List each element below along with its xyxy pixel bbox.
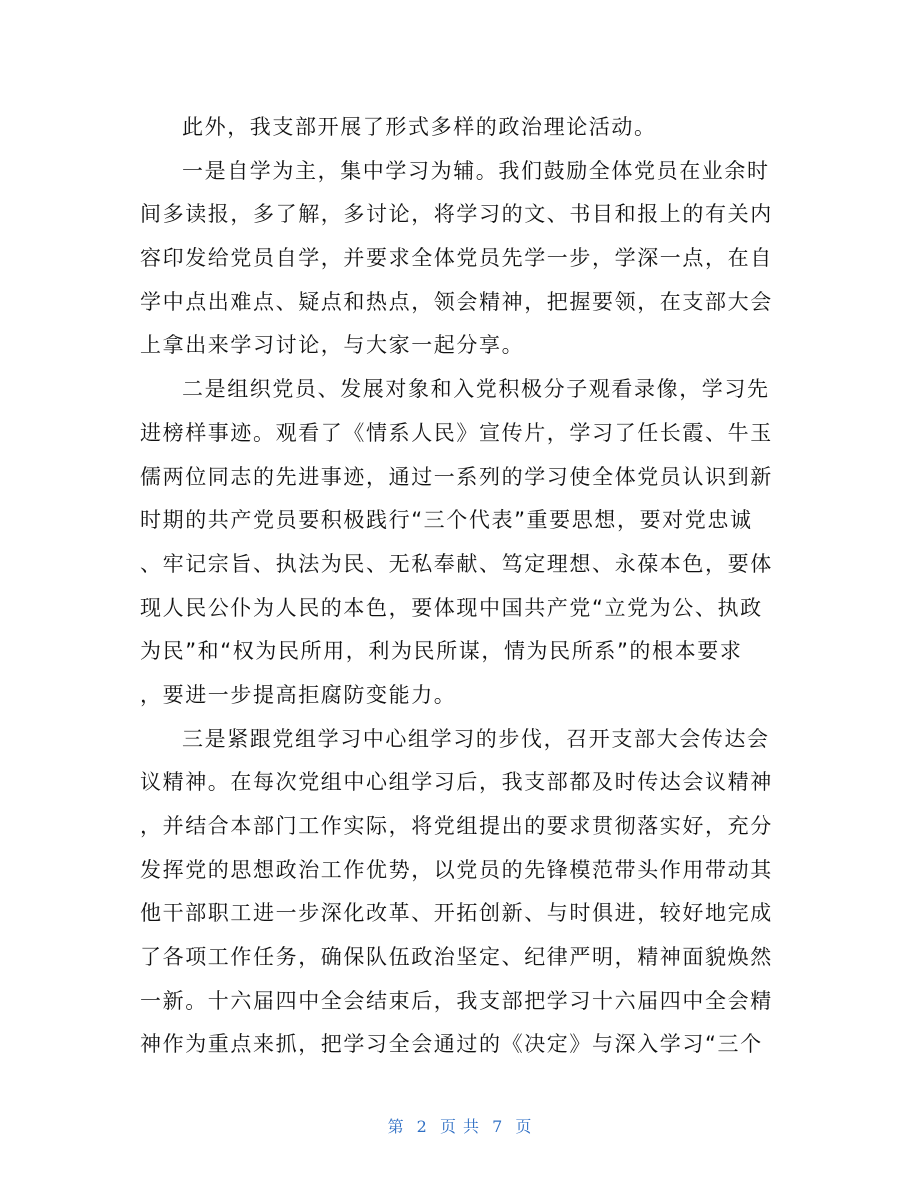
paragraph-4-line-6: 了各项工作任务，确保队伍政治坚定、纪律严明，精神面貌焕然 [140, 945, 773, 970]
paragraph-3-line-2: 进榜样事迹。观看了《情系人民》宣传片，学习了任长霞、牛玉 [140, 420, 773, 445]
footer-middle: 页 共 [439, 1117, 481, 1136]
paragraph-4-line-5: 他干部职工进一步深化改革、开拓创新、与时俱进，较好地完成 [140, 901, 773, 926]
paragraph-4-line-7: 一新。十六届四中全会结束后，我支部把学习十六届四中全会精 [140, 988, 773, 1013]
footer-total-pages: 7 [492, 1117, 504, 1136]
paragraph-2-line-1: 一是自学为主，集中学习为辅。我们鼓励全体党员在业余时 [182, 158, 770, 183]
footer-prefix: 第 [387, 1117, 405, 1136]
paragraph-4-line-1: 三是紧跟党组学习中心组学习的步伐，召开支部大会传达会 [182, 726, 770, 751]
paragraph-2-line-5: 上拿出来学习讨论，与大家一起分享。 [140, 333, 525, 358]
paragraph-3-line-7: 为民”和“权为民所用，利为民所谋，情为民所系”的根本要求 [140, 639, 743, 664]
paragraph-4-line-8: 神作为重点来抓，把学习全会通过的《决定》与深入学习“三个 [140, 1032, 763, 1057]
paragraph-2-line-4: 学中点出难点、疑点和热点，领会精神，把握要领，在支部大会 [140, 289, 773, 314]
footer-suffix: 页 [515, 1117, 533, 1136]
paragraph-4-line-2: 议精神。在每次党组中心组学习后，我支部都及时传达会议精神 [140, 770, 773, 795]
paragraph-4-line-4: 发挥党的思想政治工作优势，以党员的先锋模范带头作用带动其 [140, 857, 773, 882]
paragraph-3-line-1: 二是组织党员、发展对象和入党积极分子观看录像，学习先 [182, 377, 770, 402]
paragraph-3-line-8: ，要进一步提高拒腐防变能力。 [140, 682, 457, 707]
paragraph-1-line-1: 此外，我支部开展了形式多样的政治理论活动。 [182, 115, 657, 139]
paragraph-3-line-6: 现人民公仆为人民的本色，要体现中国共产党“立党为公、执政 [140, 595, 763, 620]
paragraph-3-line-3: 儒两位同志的先进事迹，通过一系列的学习使全体党员认识到新 [140, 464, 773, 489]
page-footer [0, 1114, 920, 1137]
paragraph-2-line-2: 间多读报，多了解，多讨论，将学习的文、书目和报上的有关内 [140, 202, 773, 227]
paragraph-2-line-3: 容印发给党员自学，并要求全体党员先学一步，学深一点，在自 [140, 246, 773, 271]
paragraph-3-line-5: 、牢记宗旨、执法为民、无私奉献、笃定理想、永葆本色，要体 [140, 551, 773, 576]
footer-page-number: 2 [416, 1117, 428, 1136]
document-body [140, 106, 780, 1067]
paragraph-4-line-3: ，并结合本部门工作实际，将党组提出的要求贯彻落实好，充分 [140, 814, 773, 838]
paragraph-3-line-4: 时期的共产党员要积极践行“三个代表”重要思想，要对党忠诚 [140, 508, 753, 533]
